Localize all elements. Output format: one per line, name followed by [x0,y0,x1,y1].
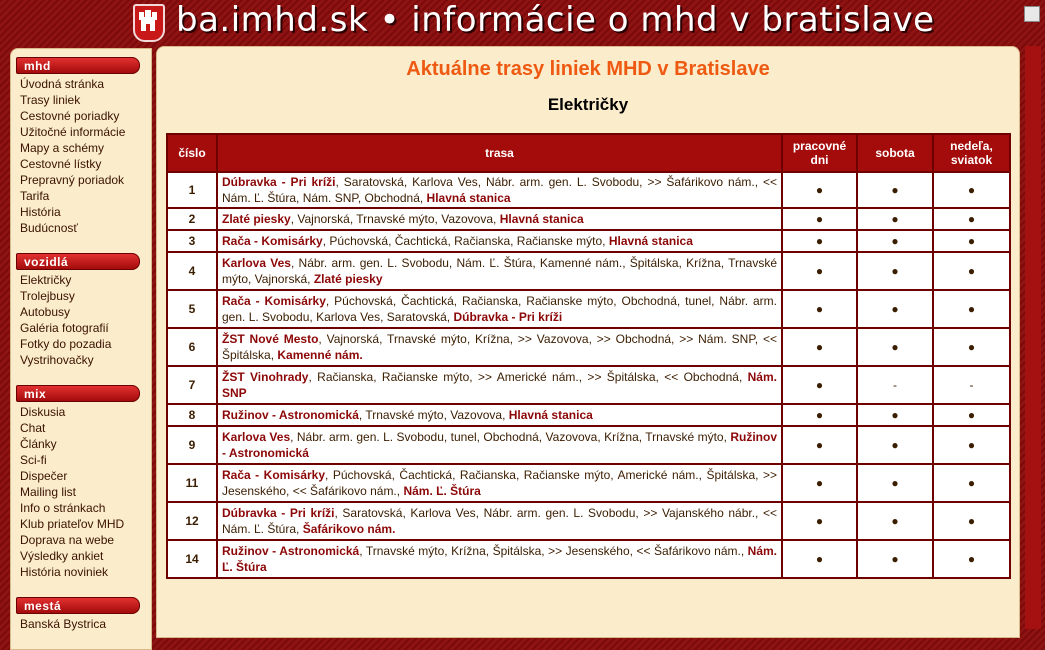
sidebar-link[interactable]: Články [20,437,57,451]
table-row [167,252,1010,290]
line-route [217,230,782,252]
terminal-stop[interactable]: Šafárikovo nám. [302,522,396,536]
terminal-stop[interactable]: Karlova Ves [222,256,291,270]
line-route [217,540,782,578]
service-weekdays-indicator: ● [782,502,857,540]
service-sunday-holiday-indicator: ● [933,208,1010,230]
terminal-stop[interactable]: Rača - Komisárky [222,468,326,482]
site-header [0,0,1045,44]
route-stops: , Púchovská, Čachtická, Račianska, Račianske mýto, Obchodná, tunel, Nábr. arm. gen. L. Svobodu, Karlova Ves, Saratovská, [222,294,778,324]
terminal-stop[interactable]: ŽST Nové Mesto [222,332,319,346]
line-route [217,252,782,290]
terminal-stop[interactable]: Hlavná stanica [608,234,693,248]
line-route [217,366,782,404]
sidebar-link[interactable]: Trasy liniek [20,93,81,107]
service-weekdays-indicator: ● [782,328,857,366]
service-saturday-indicator: ● [857,502,933,540]
terminal-stop[interactable]: Ružinov - Astronomická [222,408,359,422]
route-stops: , Púchovská, Čachtická, Račianska, Račianske mýto, Americké nám., Špitálska, >> Jesenského, << Šafárikovo nám., [222,468,778,498]
sidebar-link[interactable]: Mailing list [20,485,77,499]
sidebar-link[interactable]: História [20,205,61,219]
line-number[interactable]: 5 [167,290,217,328]
tram-lines-table [166,133,1011,579]
sidebar [10,48,152,650]
scrollbar[interactable] [1025,46,1041,629]
sidebar-link[interactable]: Električky [20,273,72,287]
sidebar-link[interactable]: Užitočné informácie [20,125,126,139]
route-stops: , Nábr. arm. gen. L. Svobodu, tunel, Obchodná, Vazovova, Krížna, Trnavské mýto, [290,430,731,444]
service-saturday-indicator: ● [857,252,933,290]
sidebar-section-title: mhd [16,57,140,74]
line-route [217,404,782,426]
sidebar-link[interactable]: Autobusy [20,305,71,319]
service-weekdays-indicator: ● [782,366,857,404]
sidebar-link[interactable]: Trolejbusy [20,289,75,303]
terminal-stop[interactable]: ŽST Vinohrady [222,370,309,384]
table-row [167,366,1010,404]
service-sunday-holiday-indicator: ● [933,426,1010,464]
sidebar-link[interactable]: Banská Bystrica [20,617,107,631]
sidebar-link[interactable]: Cestovné poriadky [20,109,120,123]
route-stops: , Trnavské mýto, Vazovova, [358,408,509,422]
sidebar-link[interactable]: Budúcnosť [20,221,78,235]
sidebar-link[interactable]: Doprava na webe [20,533,115,547]
terminal-stop[interactable]: Nám. SNP [222,370,777,400]
terminal-stop[interactable]: Nám. Ľ. Štúra [222,544,778,574]
sidebar-link[interactable]: Vystrihovačky [20,353,94,367]
terminal-stop[interactable]: Dúbravka - Pri kríži [222,175,336,189]
terminal-stop[interactable]: Zlaté piesky [313,272,383,286]
line-route [217,208,782,230]
service-weekdays-indicator: ● [782,252,857,290]
terminal-stop[interactable]: Zlaté piesky [222,212,291,226]
service-sunday-holiday-indicator: ● [933,464,1010,502]
line-route [217,464,782,502]
line-number[interactable]: 11 [167,464,217,502]
table-header-row [167,134,1010,172]
service-sunday-holiday-indicator: ● [933,290,1010,328]
terminal-stop[interactable]: Rača - Komisárky [222,294,326,308]
terminal-stop[interactable]: Hlavná stanica [499,212,584,226]
route-stops: , Vajnorská, Trnavské mýto, Vazovova, [290,212,500,226]
line-number[interactable]: 12 [167,502,217,540]
table-row [167,502,1010,540]
route-stops: , Saratovská, Karlova Ves, Nábr. arm. gen. L. Svobodu, >> Šafárikovo nám., << Nám. Ľ. Štúra, Nám. SNP, Obchodná, [222,175,778,205]
service-weekdays-indicator: ● [782,172,857,208]
sidebar-menu [20,616,151,632]
service-sunday-holiday-indicator: ● [933,502,1010,540]
service-sunday-holiday-indicator: ● [933,230,1010,252]
sidebar-link[interactable]: Cestovné lístky [20,157,102,171]
service-weekdays-indicator: ● [782,404,857,426]
service-sunday-holiday-indicator: ● [933,172,1010,208]
column-header-weekdays: pracovné dni [782,134,857,172]
sidebar-link[interactable]: Sci-fi [20,453,47,467]
line-route [217,290,782,328]
route-stops: , Račianska, Račianske mýto, >> Americké nám., >> Špitálska, << Obchodná, [308,370,748,384]
route-stops: , Púchovská, Čachtická, Račianska, Račianske mýto, [322,234,609,248]
sidebar-link[interactable]: Fotky do pozadia [20,337,112,351]
sidebar-section [11,57,151,236]
section-title: Električky [547,95,629,114]
line-number[interactable]: 4 [167,252,217,290]
sidebar-section-title: mix [16,385,140,402]
sidebar-link[interactable]: Prepravný poriadok [20,173,125,187]
terminal-stop[interactable]: Nám. Ľ. Štúra [403,484,481,498]
service-weekdays-indicator: ● [782,426,857,464]
service-saturday-indicator: ● [857,540,933,578]
sidebar-menu [20,404,151,580]
service-sunday-holiday-indicator: ● [933,328,1010,366]
column-header-sunday-holiday: nedeľa, sviatok [933,134,1010,172]
table-row [167,404,1010,426]
service-sunday-holiday-indicator: ● [933,540,1010,578]
table-row [167,208,1010,230]
sidebar-link[interactable]: Výsledky ankiet [20,549,104,563]
table-row [167,230,1010,252]
sidebar-section-title: vozidlá [16,253,140,270]
table-row [167,328,1010,366]
sidebar-link[interactable]: Info o stránkach [20,501,106,515]
line-route [217,328,782,366]
window-control-icon[interactable] [1024,6,1040,22]
service-weekdays-indicator: ● [782,230,857,252]
line-number[interactable]: 14 [167,540,217,578]
sidebar-link[interactable]: Dispečer [20,469,68,483]
table-row [167,172,1010,208]
route-stops: , Nábr. arm. gen. L. Svobodu, Nám. Ľ. Štúra, Kamenné nám., Špitálska, Krížna, Trnavské mýto, Vajnorská, [222,256,778,286]
service-sunday-holiday-indicator: ● [933,404,1010,426]
terminal-stop[interactable]: Ružinov - Astronomická [222,430,778,460]
line-number[interactable]: 9 [167,426,217,464]
terminal-stop[interactable]: Hlavná stanica [508,408,593,422]
page-title: Aktuálne trasy liniek MHD v Bratislave [406,58,770,80]
terminal-stop[interactable]: Dúbravka - Pri kríži [453,310,563,324]
service-weekdays-indicator: ● [782,290,857,328]
service-weekdays-indicator: ● [782,208,857,230]
site-title[interactable]: ba.imhd.sk • informácie o mhd v bratislave [176,0,935,40]
line-number[interactable]: 3 [167,230,217,252]
route-stops: , Saratovská, Karlova Ves, Nábr. arm. gen. L. Svobodu, >> Vajanského nábr., << Nám. Ľ. Štúra, [222,506,777,536]
sidebar-section [11,253,151,368]
terminal-stop[interactable]: Karlova Ves [222,430,291,444]
service-sunday-holiday-indicator: ● [933,252,1010,290]
sidebar-link[interactable]: Chat [20,421,46,435]
route-stops: , Trnavské mýto, Krížna, Špitálska, >> Jesenského, << Šafárikovo nám., [359,544,748,558]
sidebar-section-title: mestá [16,597,140,614]
line-route [217,502,782,540]
table-row [167,426,1010,464]
terminal-stop[interactable]: Hlavná stanica [426,191,511,205]
line-route [217,172,782,208]
line-route [217,426,782,464]
route-stops: , Vajnorská, Trnavské mýto, Krížna, >> Vazovova, >> Obchodná, >> Nám. SNP, << Špitálska, [222,332,777,362]
service-saturday-indicator: ● [857,464,933,502]
terminal-stop[interactable]: Dúbravka - Pri kríži [222,506,335,520]
sidebar-link[interactable]: Úvodná stránka [20,77,105,91]
sidebar-link[interactable]: Klub priateľov MHD [20,517,125,531]
service-weekdays-indicator: ● [782,540,857,578]
sidebar-section [11,597,151,632]
service-saturday-indicator: ● [857,290,933,328]
table-row [167,540,1010,578]
main-content [156,46,1020,638]
line-number[interactable]: 6 [167,328,217,366]
service-sunday-holiday-indicator: - [933,366,1010,404]
sidebar-link[interactable]: Mapy a schémy [20,141,105,155]
service-saturday-indicator: ● [857,404,933,426]
line-number[interactable]: 8 [167,404,217,426]
terminal-stop[interactable]: Kamenné nám. [277,348,363,362]
sidebar-menu [20,76,151,236]
service-weekdays-indicator: ● [782,464,857,502]
service-saturday-indicator: ● [857,230,933,252]
sidebar-menu [20,272,151,368]
service-saturday-indicator: ● [857,426,933,464]
line-number[interactable]: 1 [167,172,217,208]
service-saturday-indicator: ● [857,208,933,230]
column-header-route: trasa [217,134,782,172]
table-row [167,290,1010,328]
service-saturday-indicator: ● [857,172,933,208]
column-header-saturday: sobota [857,134,933,172]
sidebar-link[interactable]: Tarifa [20,189,50,203]
sidebar-link[interactable]: História noviniek [20,565,109,579]
line-number[interactable]: 2 [167,208,217,230]
terminal-stop[interactable]: Ružinov - Astronomická [222,544,360,558]
sidebar-section [11,385,151,580]
sidebar-link[interactable]: Diskusia [20,405,66,419]
service-saturday-indicator: - [857,366,933,404]
table-row [167,464,1010,502]
column-header-number: číslo [167,134,217,172]
sidebar-link[interactable]: Galéria fotografií [20,321,109,335]
coat-of-arms-icon[interactable] [133,4,165,42]
line-number[interactable]: 7 [167,366,217,404]
service-saturday-indicator: ● [857,328,933,366]
terminal-stop[interactable]: Rača - Komisárky [222,234,323,248]
